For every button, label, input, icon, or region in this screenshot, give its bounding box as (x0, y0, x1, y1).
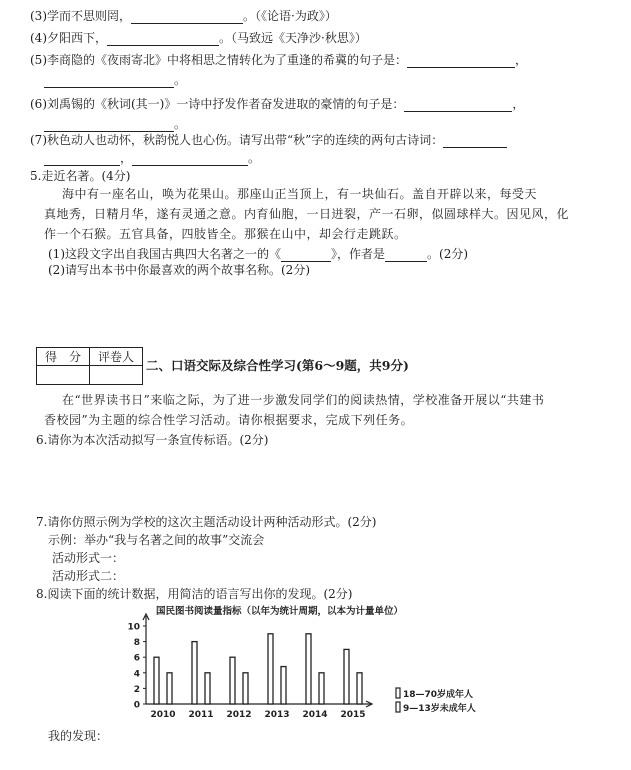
y-tick-label: 10 (127, 622, 140, 633)
bar-minor (319, 673, 324, 704)
q6-tail2: 。 (174, 117, 187, 131)
q4-text: (4)夕阳西下， (30, 31, 107, 45)
bar-adult (344, 649, 349, 704)
y-tick-label: 6 (133, 653, 140, 664)
s5-passage-1: 海中有一座名山，唤为花果山。那座山正当顶上，有一块仙石。盖自开辟以来，每受天 (62, 187, 538, 201)
q5-text: (5)李商隐的《夜雨寄北》中将相思之情转化为了重逢的希冀的句子是： (30, 53, 408, 67)
q6-text: (6)刘禹锡的《秋词(其一)》一诗中抒发作者奋发进取的豪情的句子是： (30, 97, 405, 111)
q3-tail: 。（《论语·为政》） (243, 9, 337, 23)
y-tick-label: 0 (133, 700, 140, 711)
q3-text: (3)学而不思则罔， (30, 9, 131, 23)
score-table (36, 347, 143, 385)
q5-answer-blank-2[interactable] (44, 75, 174, 88)
legend-swatch (396, 702, 400, 712)
q5-tail1: ， (515, 53, 528, 67)
s5-q1 (48, 246, 468, 262)
q7-text: (7)秋色动人也动怀，秋韵悦人也心伤。请写出带“秋”字的连续的两句古诗词： (30, 133, 444, 147)
y-tick-label: 8 (133, 638, 140, 649)
q7-answer-blank-2[interactable] (44, 153, 120, 166)
bar-minor (281, 667, 286, 704)
chart-title: 国民图书阅读量指标（以年为统计周期，以本为计量单位） (156, 606, 404, 617)
q7-answer-blank-1[interactable] (443, 135, 507, 148)
s5-q1-c: 。(2分) (427, 247, 469, 261)
q3-answer-blank[interactable] (131, 11, 243, 24)
legend-label: 9—13岁未成年人 (403, 704, 476, 714)
x-tick-label: 2013 (264, 710, 290, 720)
q4-tail: 。（马致远《天净沙·秋思》） (219, 31, 367, 45)
bar-adult (154, 657, 159, 704)
bar-minor (357, 673, 362, 704)
q5-tail2: 。 (174, 73, 187, 87)
s5-passage-3: 作一个石猴。五官具备，四肢皆全。那猴在山中，却会行走跳跃。 (44, 227, 407, 241)
author-blank[interactable] (385, 249, 427, 262)
grader-cell[interactable] (90, 366, 143, 385)
legend-label: 18—70岁成年人 (403, 690, 474, 700)
y-tick-label: 4 (133, 669, 140, 680)
q6-line (30, 96, 524, 112)
q7b-form1: 活动形式一： (52, 551, 125, 565)
s5-passage-2: 真地秀，日精月华，遂有灵通之意。内育仙胞，一日迸裂，产一石卵，似圆球样大。因见风，化 (44, 207, 570, 221)
q6-tail1: ， (512, 97, 525, 111)
q7-line (30, 132, 507, 148)
score-cell[interactable] (37, 366, 90, 385)
q6-answer-blank-1[interactable] (404, 99, 512, 112)
bar-adult (192, 642, 197, 704)
book-title-blank[interactable] (281, 249, 331, 262)
s5-title: 5.走近名著。(4分) (30, 169, 131, 183)
q6b-title: 6.请你为本次活动拟写一条宣传标语。(2分) (36, 433, 269, 447)
x-tick-label: 2012 (226, 710, 252, 720)
q7-tail1: ， (120, 151, 133, 165)
q7b-form2: 活动形式二： (52, 569, 125, 583)
q7b-title: 7.请你仿照示例为学校的这次主题活动设计两种活动形式。(2分) (36, 515, 377, 529)
bar-minor (243, 673, 248, 704)
q5-answer-blank-1[interactable] (407, 55, 515, 68)
q7-answer-blank-3[interactable] (132, 153, 248, 166)
x-tick-label: 2011 (188, 710, 214, 720)
s5-q1-b: 》，作者是 (331, 247, 386, 261)
q7-tail2: 。 (248, 151, 261, 165)
q4-line (30, 30, 367, 46)
s5-q1-a: (1)这段文字出自我国古典四大名著之一的《 (48, 247, 281, 261)
q7-line-2 (44, 150, 260, 166)
q3-line (30, 8, 337, 24)
legend-swatch (396, 688, 400, 698)
q6-line-2 (44, 116, 186, 132)
x-tick-label: 2015 (340, 710, 366, 720)
grader-header: 评卷人 (90, 348, 143, 366)
score-header: 得 分 (37, 348, 90, 366)
q7b-example: 示例：举办“我与名著之间的故事”交流会 (48, 533, 265, 547)
x-tick-label: 2014 (302, 710, 328, 720)
bar-adult (306, 634, 311, 704)
bar-minor (205, 673, 210, 704)
intro-1: 在“世界读书日”来临之际，为了进一步激发同学们的阅读热情，学校准备开展以“共建书 (62, 393, 545, 407)
finding-label: 我的发现： (48, 729, 109, 743)
q5-line-2 (44, 72, 186, 88)
bar-minor (167, 673, 172, 704)
section2-title: 二、口语交际及综合性学习(第6～9题，共9分) (146, 358, 409, 373)
x-tick-label: 2010 (150, 710, 176, 720)
reading-chart (120, 600, 500, 730)
q6-answer-blank-2[interactable] (44, 119, 174, 132)
s5-q2: (2)请写出本书中你最喜欢的两个故事名称。(2分) (48, 263, 310, 277)
q8-title: 8.阅读下面的统计数据，用简洁的语言写出你的发现。(2分) (36, 587, 353, 601)
q5-line (30, 52, 527, 68)
bar-adult (230, 657, 235, 704)
q4-answer-blank[interactable] (107, 33, 219, 46)
bar-adult (268, 634, 273, 704)
intro-2: 香校园”为主题的综合性学习活动。请你根据要求，完成下列任务。 (44, 413, 414, 427)
y-tick-label: 2 (133, 684, 140, 695)
